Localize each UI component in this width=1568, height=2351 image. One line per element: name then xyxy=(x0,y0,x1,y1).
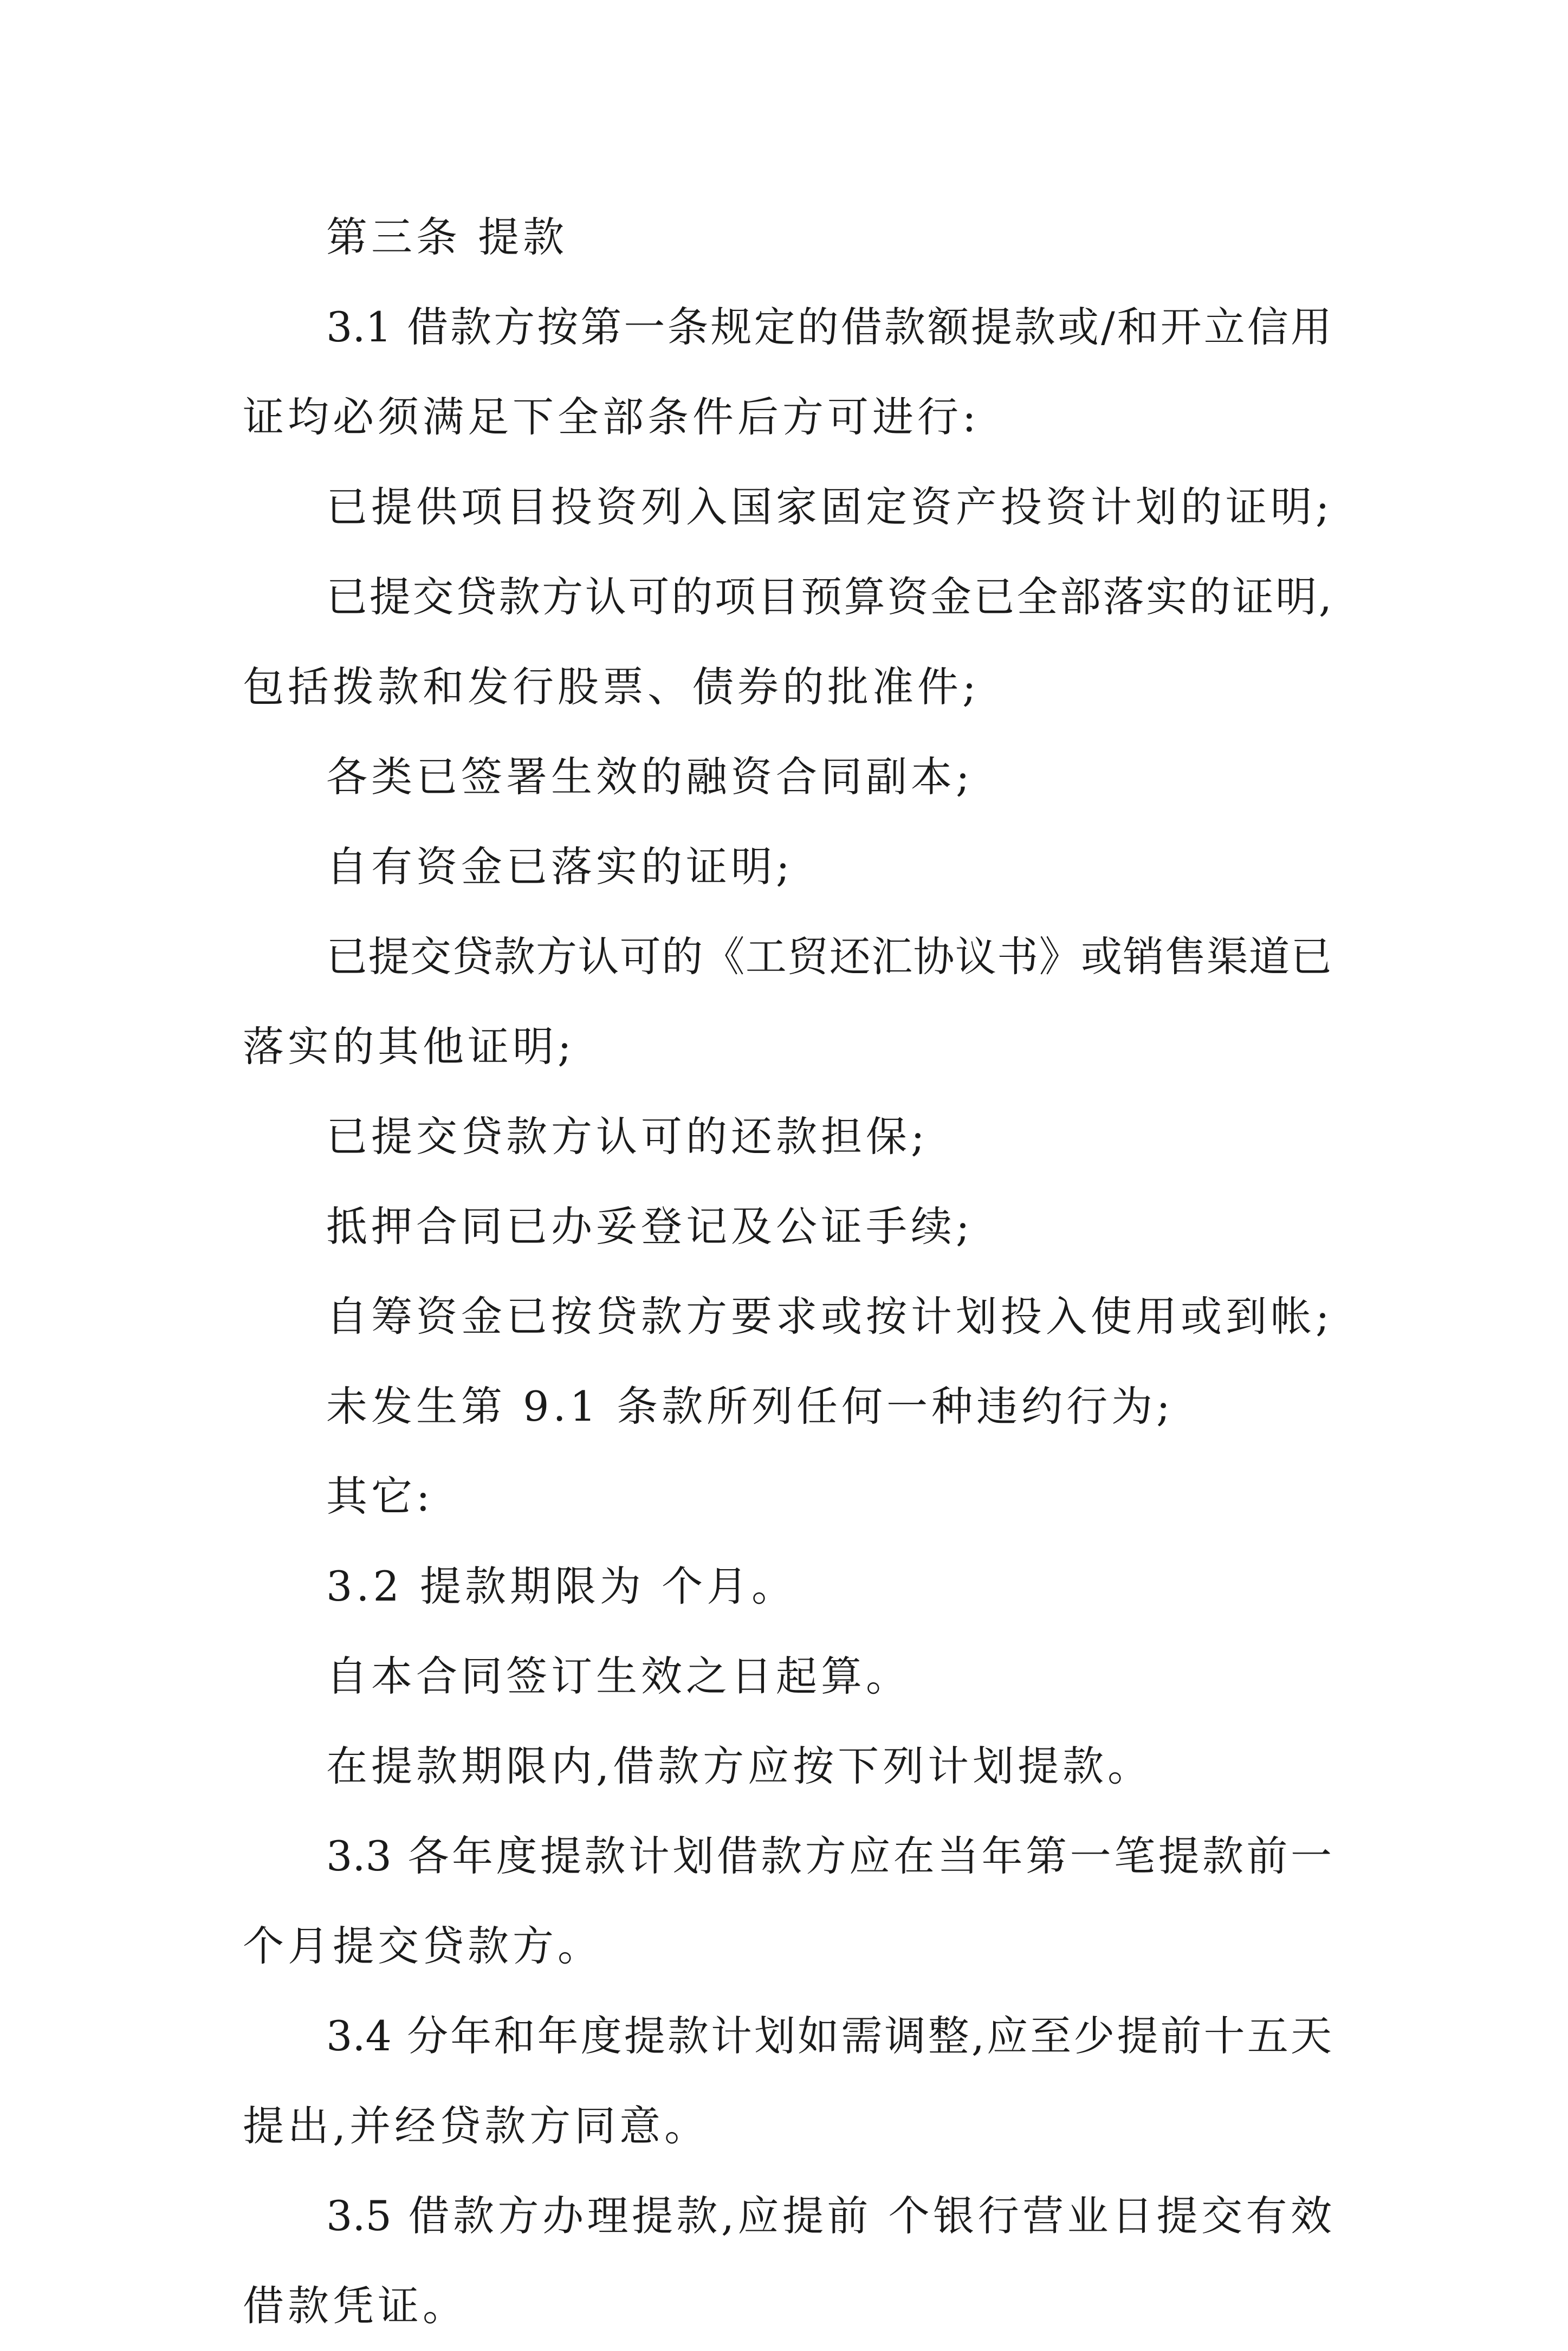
text-line: 3.3 各年度提款计划借款方应在当年第一笔提款前一 xyxy=(326,1832,1332,1880)
text-line: 已提交贷款方认可的还款担保; xyxy=(326,1112,929,1161)
text-line: 各类已签署生效的融资合同副本; xyxy=(326,753,974,801)
text-line: 3.2 提款期限为 个月。 xyxy=(326,1562,797,1610)
text-line: 抵押合同已办妥登记及公证手续; xyxy=(326,1202,974,1251)
text-line: 证均必须满足下全部条件后方可进行: xyxy=(243,393,980,441)
text-line: 自本合同签订生效之日起算。 xyxy=(326,1652,911,1700)
text-line: 个月提交贷款方。 xyxy=(243,1922,602,1970)
text-line: 借款凭证。 xyxy=(243,2282,468,2330)
text-line: 其它: xyxy=(326,1472,434,1520)
text-line: 未发生第 9.1 条款所列任何一种违约行为; xyxy=(326,1382,1174,1430)
text-line: 在提款期限内,借款方应按下列计划提款。 xyxy=(326,1742,1153,1790)
text-line: 3.1 借款方按第一条规定的借款额提款或/和开立信用 xyxy=(326,303,1332,351)
text-line: 已提交贷款方认可的项目预算资金已全部落实的证明, xyxy=(326,573,1332,621)
text-line: 第三条 提款 xyxy=(326,213,568,261)
text-line: 已提供项目投资列入国家固定资产投资计划的证明; xyxy=(326,483,1333,531)
text-line: 提出,并经贷款方同意。 xyxy=(243,2102,710,2150)
text-line: 3.5 借款方办理提款,应提前 个银行营业日提交有效 xyxy=(326,2192,1332,2240)
text-line: 自有资金已落实的证明; xyxy=(326,843,794,891)
text-line: 已提交贷款方认可的《工贸还汇协议书》或销售渠道已 xyxy=(326,932,1332,981)
text-line: 包括拨款和发行股票、债券的批准件; xyxy=(243,663,980,711)
text-line: 自筹资金已按贷款方要求或按计划投入使用或到帐; xyxy=(326,1292,1333,1340)
text-line: 落实的其他证明; xyxy=(243,1022,575,1071)
text-line: 3.4 分年和年度提款计划如需调整,应至少提前十五天 xyxy=(326,2012,1332,2060)
document-body xyxy=(243,192,1332,2351)
